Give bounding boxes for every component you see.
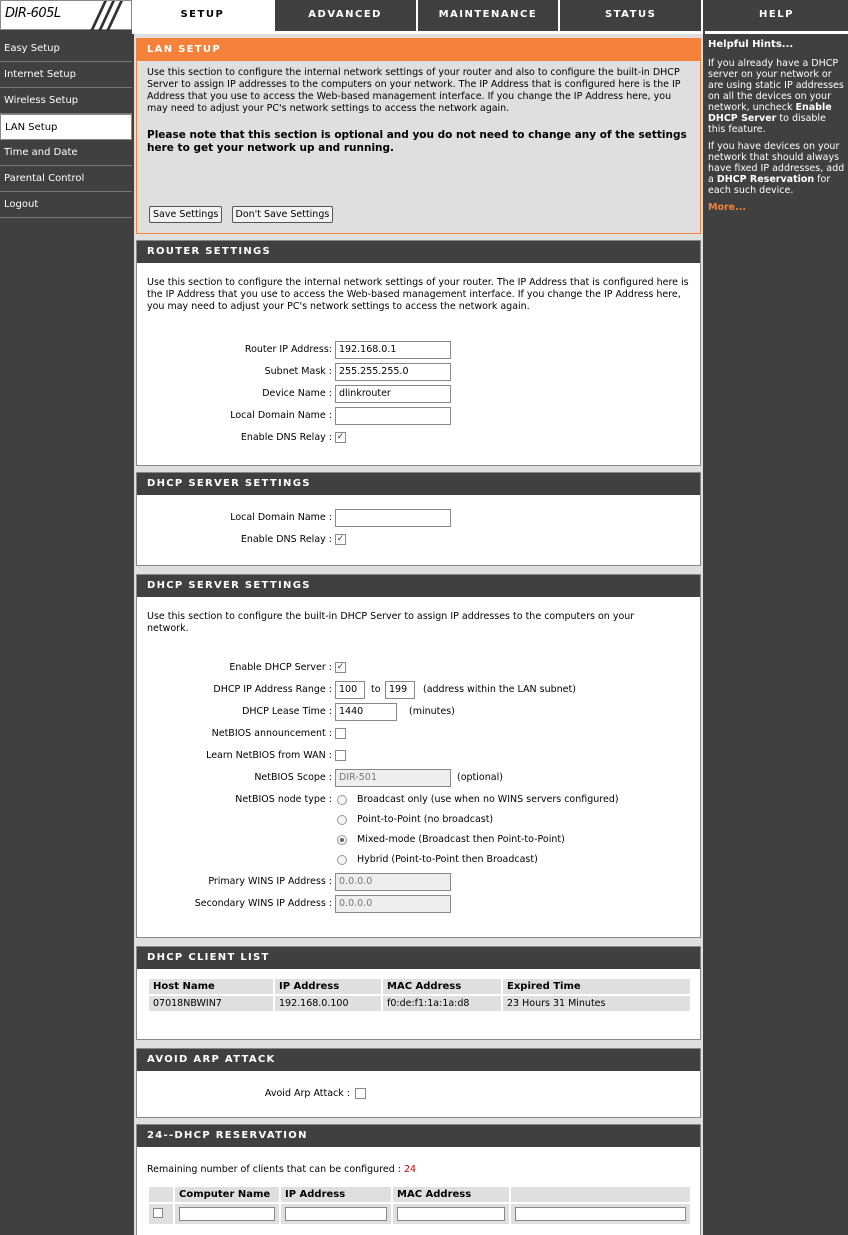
dns-relay-checkbox[interactable]: ✓ xyxy=(336,432,345,442)
avoid-arp-checkbox[interactable] xyxy=(355,1088,366,1099)
table-cell: 23 Hours 31 Minutes xyxy=(503,996,690,1011)
primary-wins-field[interactable]: 0.0.0.0 xyxy=(335,873,451,891)
avoid-arp-label: Avoid Arp Attack : xyxy=(264,1088,350,1099)
help-text: If you already have a DHCP server on your network or are using static IP addresses on all the devices on your network, uncheck xyxy=(708,58,844,113)
table-cell xyxy=(281,1204,391,1224)
node-hybrid-label: Hybrid (Point-to-Point then Broadcast) xyxy=(357,854,538,865)
column-header: MAC Address xyxy=(383,979,501,994)
section-title: DHCP SERVER SETTINGS xyxy=(137,575,700,597)
optional-note: Please note that this section is optional and you do not need to change any of the settings here to get your network up and running. xyxy=(147,129,687,154)
section-title: AVOID ARP ATTACK xyxy=(137,1049,700,1071)
learn-netbios-label: Learn NetBIOS from WAN : xyxy=(206,750,332,761)
secondary-wins-label: Secondary WINS IP Address : xyxy=(194,898,332,909)
enable-dhcp-checkbox[interactable]: ✓ xyxy=(336,662,345,672)
model-name: DIR-605L xyxy=(5,6,61,21)
router-settings-description: Use this section to configure the internal network settings of your router. The IP Address that is configured here is the IP Address that you use to access the Web-based management interface. If you change the IP Address here, you may need to adjust your PC's network settings to access the network again. xyxy=(147,277,689,312)
lease-time-field[interactable]: 1440 xyxy=(335,703,397,721)
sidebar-item-time-and-date[interactable]: Time and Date xyxy=(0,140,132,166)
dhcp-reservation-section xyxy=(136,1124,701,1235)
lan-setup-section xyxy=(136,38,701,234)
dhcp-description: Use this section to configure the built-in DHCP Server to assign IP addresses to the computers on your network. xyxy=(147,611,635,634)
column-header xyxy=(149,1187,173,1202)
help-title: Helpful Hints... xyxy=(708,39,794,50)
sidebar-item-lan-setup[interactable]: LAN Setup xyxy=(0,114,132,140)
dhcp-local-domain-label: Local Domain Name : xyxy=(230,512,332,523)
secondary-wins-field[interactable]: 0.0.0.0 xyxy=(335,895,451,913)
local-domain-field[interactable] xyxy=(335,407,451,425)
help-emphasis: Enable DHCP Server xyxy=(708,102,832,124)
table-row xyxy=(149,996,690,1011)
node-p2p-label: Point-to-Point (no broadcast) xyxy=(357,814,494,825)
table-cell xyxy=(149,1204,173,1224)
column-header: Expired Time xyxy=(503,979,690,994)
reservation-mac-field[interactable] xyxy=(397,1207,505,1221)
help-text: for each such device. xyxy=(708,174,831,196)
local-domain-label: Local Domain Name : xyxy=(230,410,332,421)
help-emphasis: DHCP Reservation xyxy=(716,174,815,185)
table-cell: 07018NBWIN7 xyxy=(149,996,273,1011)
table-header-row xyxy=(149,979,690,994)
help-text: to disable this feature. xyxy=(708,113,826,135)
sidebar-item-easy-setup[interactable]: Easy Setup xyxy=(0,36,132,62)
column-header: IP Address xyxy=(281,1187,391,1202)
netbios-scope-field[interactable]: DIR-501 xyxy=(335,769,451,787)
section-title: 24--DHCP RESERVATION xyxy=(137,1125,700,1147)
table-cell xyxy=(175,1204,279,1224)
more-link[interactable]: More... xyxy=(708,202,746,213)
dhcp-local-domain-field[interactable] xyxy=(335,509,451,527)
main-content xyxy=(134,34,703,1235)
sidebar-item-internet-setup[interactable]: Internet Setup xyxy=(0,62,132,88)
netbios-scope-label: NetBIOS Scope : xyxy=(254,772,332,783)
section-title: DHCP SERVER SETTINGS xyxy=(137,473,700,495)
client-list-table xyxy=(147,977,692,1013)
subnet-mask-label: Subnet Mask : xyxy=(264,366,332,377)
node-hybrid-radio[interactable] xyxy=(337,855,347,865)
dhcp-range-start-field[interactable]: 100 xyxy=(335,681,365,699)
table-cell: 192.168.0.100 xyxy=(275,996,381,1011)
sidebar xyxy=(0,36,132,218)
section-title: LAN SETUP xyxy=(137,39,700,61)
router-settings-section xyxy=(136,240,701,466)
table-row xyxy=(149,1204,690,1224)
section-title: DHCP CLIENT LIST xyxy=(137,947,700,969)
primary-wins-label: Primary WINS IP Address : xyxy=(208,876,332,887)
reservation-checkbox[interactable] xyxy=(153,1208,163,1218)
router-ip-field[interactable]: 192.168.0.1 xyxy=(335,341,451,359)
tab-maintenance[interactable]: MAINTENANCE xyxy=(418,0,561,34)
help-panel xyxy=(705,36,848,222)
netbios-announcement-checkbox[interactable] xyxy=(335,728,346,739)
learn-netbios-checkbox[interactable] xyxy=(335,750,346,761)
netbios-announcement-label: NetBIOS announcement : xyxy=(211,728,332,739)
table-cell: f0:de:f1:1a:1a:d8 xyxy=(383,996,501,1011)
lan-setup-description: Use this section to configure the internal network settings of your router and also to configure the built-in DHCP Server to assign IP addresses to the computers on your network. The IP Address that is configured here is the IP Address that you use to access the Web-based management interface. If you change the IP Address here, you may need to adjust your PC's network settings to access the network again. xyxy=(147,67,681,114)
range-to-text: to xyxy=(371,684,381,695)
netbios-scope-note: (optional) xyxy=(457,772,503,783)
sidebar-item-logout[interactable]: Logout xyxy=(0,192,132,218)
help-text: If you have devices on your network that should always have fixed IP addresses, add a xyxy=(708,141,845,185)
remaining-label: Remaining number of clients that can be configured : xyxy=(147,1164,401,1175)
section-title: ROUTER SETTINGS xyxy=(137,241,700,263)
computer-name-field[interactable] xyxy=(179,1207,275,1221)
dhcp-range-label: DHCP IP Address Range : xyxy=(213,684,332,695)
dhcp-server-section-1 xyxy=(136,472,701,566)
node-mixed-label: Mixed-mode (Broadcast then Point-to-Point) xyxy=(357,834,565,845)
node-p2p-radio[interactable] xyxy=(337,815,347,825)
help-paragraph-1 xyxy=(708,58,845,135)
column-header: Computer Name xyxy=(175,1187,279,1202)
computer-name-select[interactable] xyxy=(515,1207,686,1221)
node-mixed-radio[interactable] xyxy=(337,835,347,845)
column-header: IP Address xyxy=(275,979,381,994)
dont-save-settings-button[interactable]: Don't Save Settings xyxy=(232,206,334,223)
dhcp-range-end-field[interactable]: 199 xyxy=(385,681,415,699)
node-broadcast-label: Broadcast only (use when no WINS servers configured) xyxy=(357,794,619,805)
lease-unit: (minutes) xyxy=(409,706,455,717)
column-header: MAC Address xyxy=(393,1187,509,1202)
tab-help[interactable]: HELP xyxy=(705,0,848,34)
reservation-ip-field[interactable] xyxy=(285,1207,387,1221)
tab-advanced[interactable]: ADVANCED xyxy=(275,0,418,34)
column-header xyxy=(511,1187,690,1202)
dns-relay-label: Enable DNS Relay : xyxy=(240,432,332,443)
node-broadcast-radio[interactable] xyxy=(337,795,347,805)
device-name-field[interactable]: dlinkrouter xyxy=(335,385,451,403)
brand-logo xyxy=(0,0,132,30)
help-paragraph-2 xyxy=(708,141,845,196)
column-header: Host Name xyxy=(149,979,273,994)
sidebar-item-parental-control[interactable]: Parental Control xyxy=(0,166,132,192)
device-name-label: Device Name : xyxy=(262,388,332,399)
table-header-row xyxy=(149,1187,690,1202)
subnet-mask-field[interactable]: 255.255.255.0 xyxy=(335,363,451,381)
lease-time-label: DHCP Lease Time : xyxy=(242,706,332,717)
reservation-table xyxy=(147,1185,692,1226)
enable-dhcp-label: Enable DHCP Server : xyxy=(229,662,332,673)
save-settings-button[interactable]: Save Settings xyxy=(149,206,222,223)
tab-setup[interactable]: SETUP xyxy=(132,0,275,34)
avoid-arp-section xyxy=(136,1048,701,1118)
dhcp-dns-relay-label: Enable DNS Relay : xyxy=(240,534,332,545)
range-note: (address within the LAN subnet) xyxy=(423,684,576,695)
dhcp-server-section-2 xyxy=(136,574,701,938)
tab-status[interactable]: STATUS xyxy=(560,0,703,34)
remaining-count: 24 xyxy=(404,1164,417,1175)
table-cell xyxy=(393,1204,509,1224)
table-cell xyxy=(511,1204,690,1224)
dhcp-dns-relay-checkbox[interactable]: ✓ xyxy=(336,534,345,544)
sidebar-item-wireless-setup[interactable]: Wireless Setup xyxy=(0,88,132,114)
top-nav-tabs xyxy=(132,0,703,34)
node-type-label: NetBIOS node type : xyxy=(235,794,332,805)
dhcp-client-list-section xyxy=(136,946,701,1040)
router-ip-label: Router IP Address: xyxy=(244,344,332,355)
